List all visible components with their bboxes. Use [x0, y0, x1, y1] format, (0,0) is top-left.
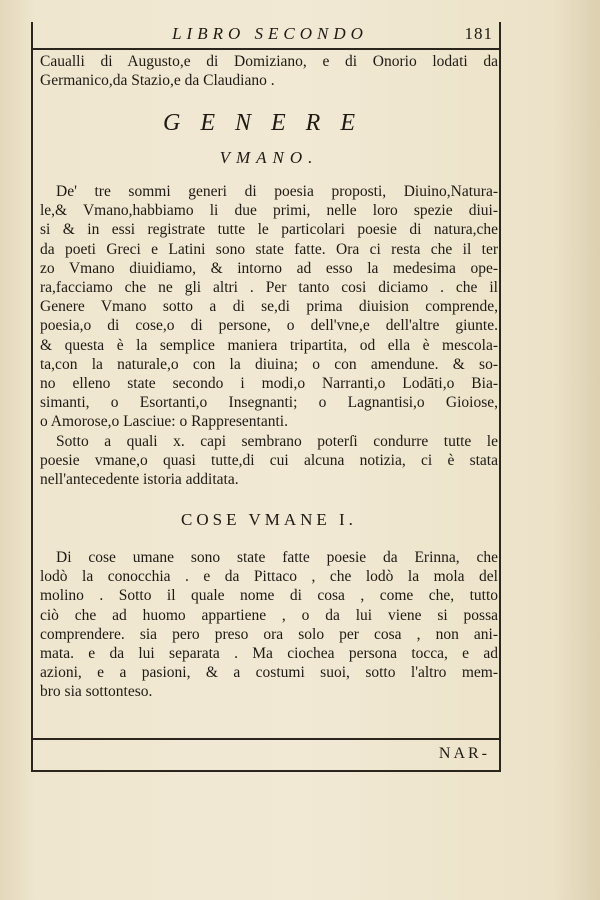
paragraph-2 — [40, 432, 498, 490]
text-line: poesia,o di cose,o di persone, o dell'vne,e dell'altre giunte. — [40, 317, 498, 335]
right-border-rule — [499, 22, 501, 770]
text-line: comprendere. sia pero preso ora solo per cosa , non ani- — [40, 625, 498, 643]
chapter-title: COSE VMANE I. — [181, 510, 357, 529]
text-line: zo Vmano diuidiamo, & intorno ad esso la medesima ope- — [40, 259, 498, 277]
text-line: Sotto a quali x. capi sembrano poterſi condurre tutte le — [56, 433, 498, 450]
text-line: azioni, e a pasioni, & a costumi suoi, sotto l'altro mem- — [40, 664, 498, 682]
text-line: simanti, o Esortanti,o Insegnanti; o Lagnantisi,o Gioiose, — [40, 394, 498, 412]
intro-text — [40, 52, 498, 90]
running-head: LIBRO SECONDO — [172, 24, 368, 43]
text-line: ciò che ad huomo appartiene , o da lui viene si possa — [40, 606, 498, 624]
footer-rule-lower — [31, 770, 501, 772]
section-subtitle: VMANO. — [219, 148, 319, 167]
catchword: NAR- — [438, 745, 490, 762]
text-line: no elleno state secondo i modi,o Narranti,o Lodāti,o Bia- — [40, 375, 498, 393]
footer-rule-upper — [31, 738, 501, 740]
text-line: nell'antecedente istoria additata. — [40, 471, 239, 489]
text-line: & questa è la semplice maniera tripartita, od ella è mescola- — [40, 336, 498, 354]
text-line: molino . Sotto il quale nome di cosa , come che, tutto — [40, 587, 498, 605]
paragraph-3 — [40, 548, 498, 702]
text-line: mata. e da lui separata . Ma ciochea persona tocca, e ad — [40, 645, 498, 663]
page-number: 181 — [464, 24, 493, 43]
text-line: Germanico,da Stazio,e da Claudiano . — [40, 72, 275, 90]
text-line: o Amorose,o Lasciue: o Rappresentanti. — [40, 413, 288, 431]
section-title: GENERE — [163, 110, 375, 136]
text-line: Genere Vmano sotto a di se,di prima diuision comprende, — [40, 298, 498, 316]
text-line: da poeti Greci e Latini sono state fatte. Ora ci resta che il ter — [40, 240, 498, 258]
paragraph-1 — [40, 182, 498, 432]
text-line: ra,facciamo che ne gli altri . Per tanto cosi diciamo . che il — [40, 279, 498, 297]
text-line: poesie vmane,o quasi tutte,di cui alcuna notizia, ci è stata — [40, 452, 498, 470]
text-line: lodò la conocchia . e da Pittaco , che lodò la mola del — [40, 568, 498, 586]
header-rule — [31, 48, 501, 50]
text-line: De' tre sommi generi di poesia proposti, Diuino,Natura- — [56, 183, 498, 200]
text-line: Caualli di Augusto,e di Domiziano, e di Onorio lodati da — [40, 53, 498, 70]
text-line: ta,con la naturale,o con la diuina; o con amendune. & so- — [40, 355, 498, 373]
text-line: Di cose umane sono state fatte poesie da Erinna, che — [56, 549, 498, 566]
left-border-rule — [31, 22, 33, 770]
text-line: si & in essi registrate tutte le particolari poesie di natura,che — [40, 221, 498, 239]
text-line: le,& Vmano,habbiamo li due primi, nelle loro spezie diui- — [40, 202, 498, 220]
text-line: bro sia sottonteso. — [40, 683, 153, 701]
